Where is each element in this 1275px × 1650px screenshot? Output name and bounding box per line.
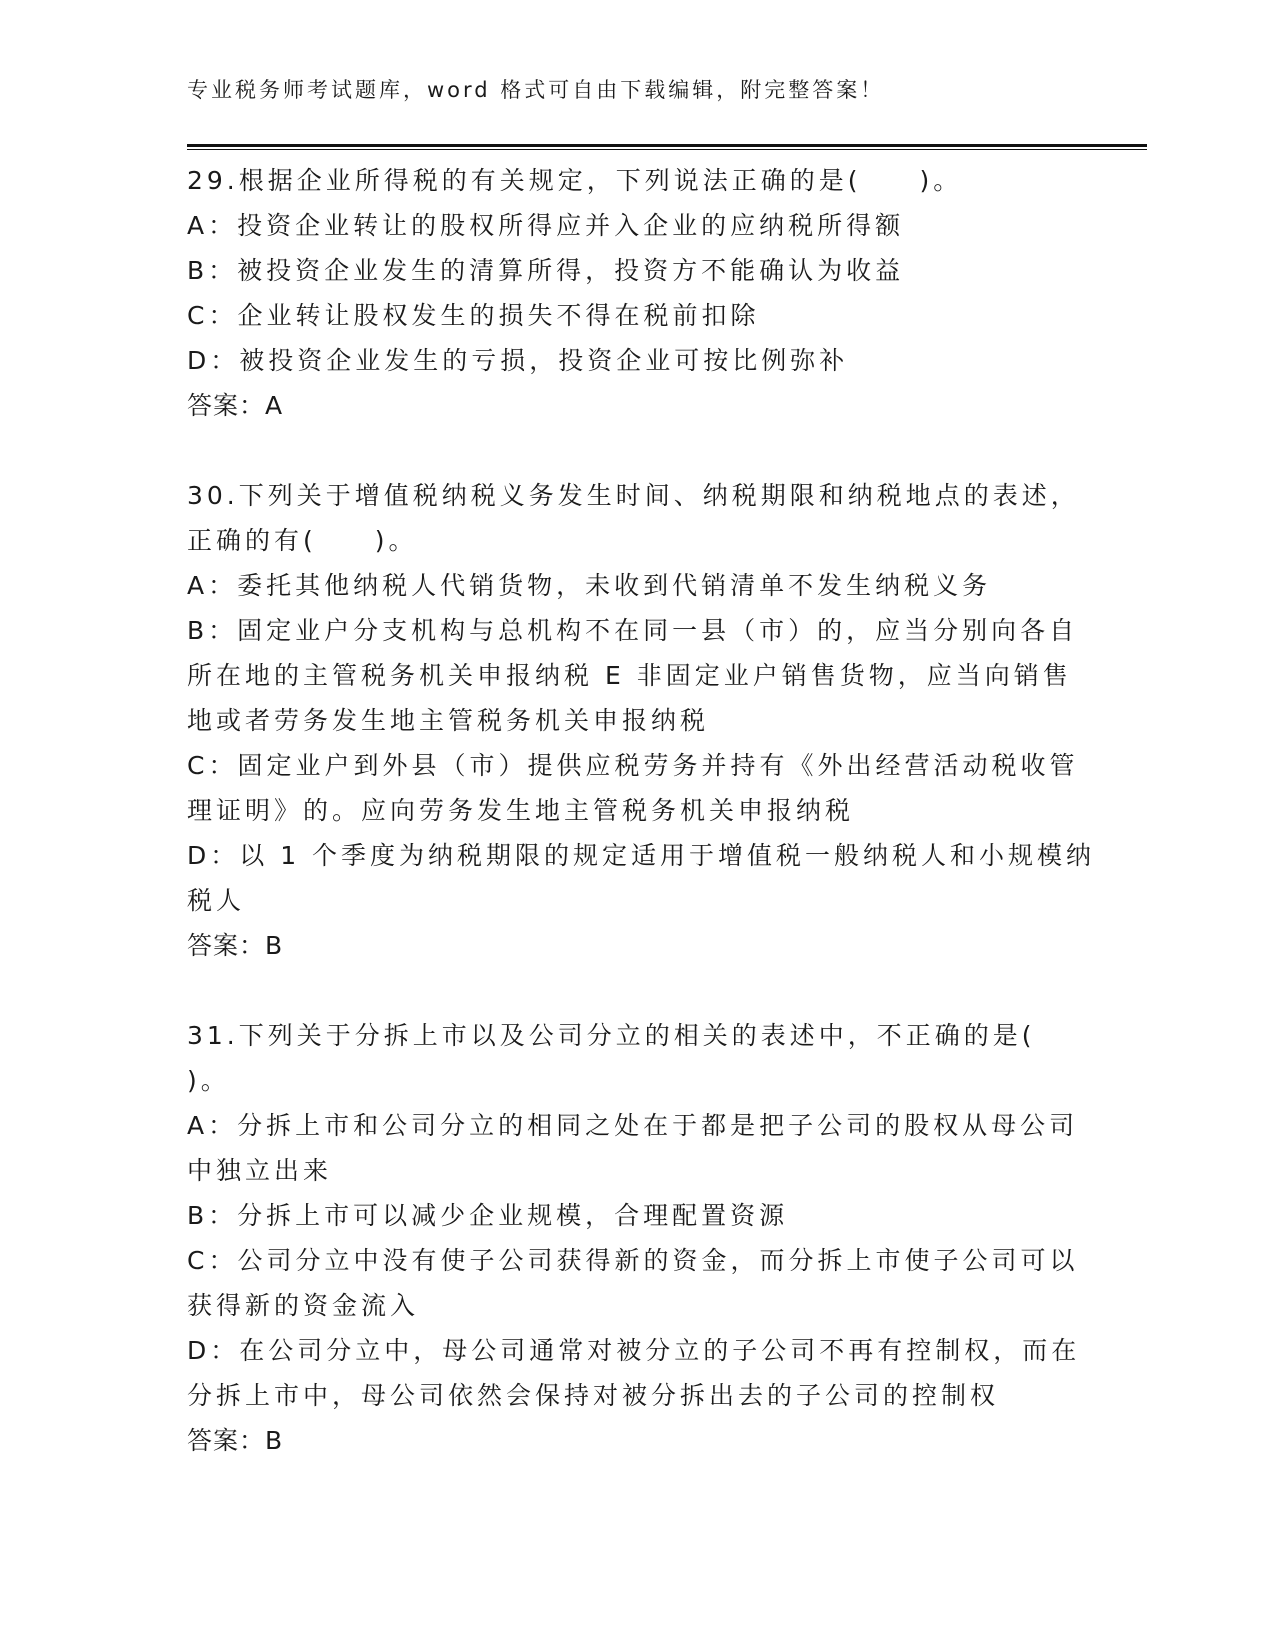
option-c: C：公司分立中没有使子公司获得新的资金，而分拆上市使子公司可以: [187, 1246, 1079, 1275]
option-a-cont: 中独立出来: [187, 1156, 333, 1185]
option-c-cont: 获得新的资金流入: [187, 1291, 420, 1320]
question-stem-cont: 正确的有( )。: [187, 526, 418, 555]
option-b: B：分拆上市可以减少企业规模，合理配置资源: [187, 1201, 789, 1230]
answer-label: 答案：A: [187, 391, 284, 420]
option-d-cont: 税人: [187, 886, 246, 915]
option-a: A：委托其他纳税人代销货物，未收到代销清单不发生纳税义务: [187, 571, 992, 600]
question-stem: 29.根据企业所得税的有关规定，下列说法正确的是( )。: [187, 166, 963, 195]
option-d: D：在公司分立中，母公司通常对被分立的子公司不再有控制权，而在: [187, 1336, 1081, 1365]
answer-label: 答案：B: [187, 931, 284, 960]
question-29: [187, 158, 1067, 428]
option-c-cont: 理证明》的。应向劳务发生地主管税务机关申报纳税: [187, 796, 855, 825]
option-c: C：固定业户到外县（市）提供应税劳务并持有《外出经营活动税收管: [187, 751, 1079, 780]
question-spacer: [187, 428, 1067, 473]
header-rule-thin: [187, 149, 1147, 150]
option-b-cont: 地或者劳务发生地主管税务机关申报纳税: [187, 706, 710, 735]
option-b: B：被投资企业发生的清算所得，投资方不能确认为收益: [187, 256, 905, 285]
option-d-cont: 分拆上市中，母公司依然会保持对被分拆出去的子公司的控制权: [187, 1381, 1000, 1410]
option-b: B：固定业户分支机构与总机构不在同一县（市）的，应当分别向各自: [187, 616, 1079, 645]
option-a: A：投资企业转让的股权所得应并入企业的应纳税所得额: [187, 211, 905, 240]
question-stem: 31.下列关于分拆上市以及公司分立的相关的表述中，不正确的是(: [187, 1021, 1036, 1050]
question-list: [187, 158, 1096, 1463]
question-spacer: [187, 968, 1067, 1013]
question-stem: 30.下列关于增值税纳税义务发生时间、纳税期限和纳税地点的表述，: [187, 481, 1080, 510]
header-note: 专业税务师考试题库，word 格式可自由下载编辑，附完整答案！: [187, 78, 885, 102]
question-stem-cont: )。: [187, 1066, 230, 1095]
option-d: D：以 1 个季度为纳税期限的规定适用于增值税一般纳税人和小规模纳: [187, 841, 1096, 870]
question-30: [187, 473, 1096, 968]
option-d: D：被投资企业发生的亏损，投资企业可按比例弥补: [187, 346, 849, 375]
option-c: C：企业转让股权发生的损失不得在税前扣除: [187, 301, 760, 330]
question-31: [187, 1013, 1081, 1463]
option-b-cont: 所在地的主管税务机关申报纳税 E 非固定业户销售货物，应当向销售: [187, 661, 1072, 690]
option-a: A：分拆上市和公司分立的相同之处在于都是把子公司的股权从母公司: [187, 1111, 1079, 1140]
header-rule-thick: [187, 144, 1147, 147]
answer-label: 答案：B: [187, 1426, 284, 1455]
